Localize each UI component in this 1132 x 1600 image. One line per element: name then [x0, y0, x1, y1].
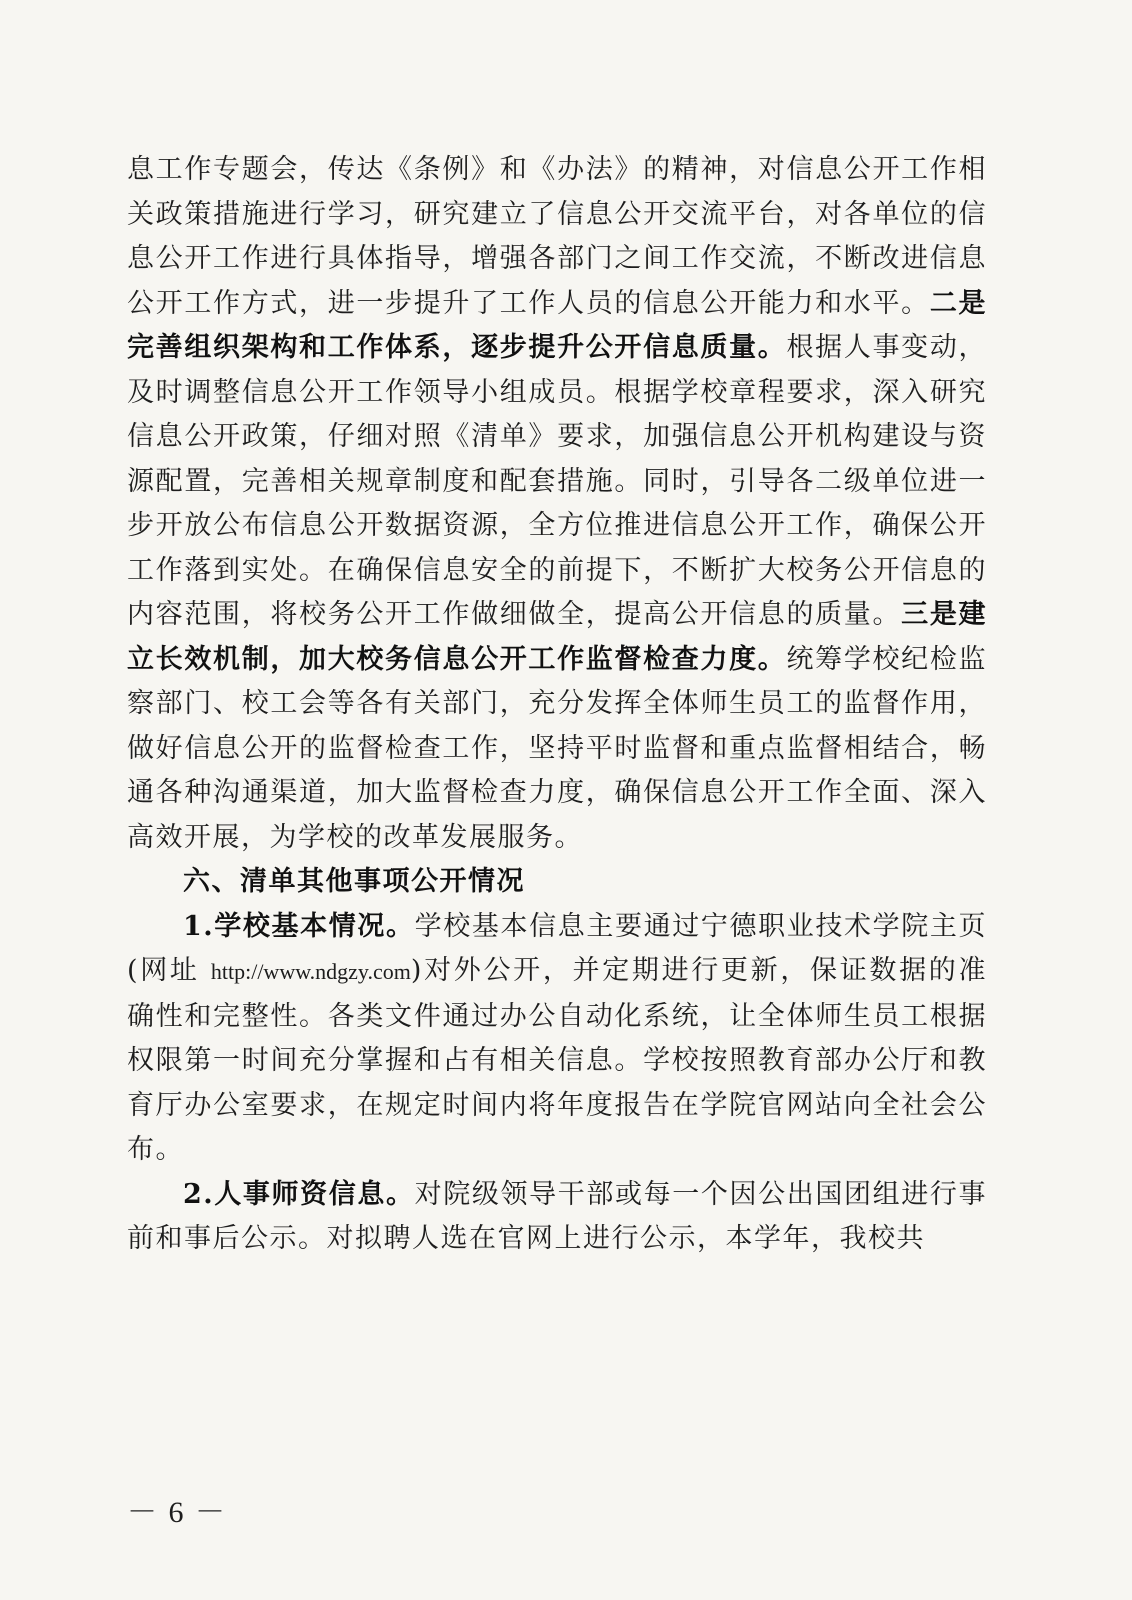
- paragraph-item-2: [127, 1173, 987, 1262]
- paragraph-text: 对院级领导干部或每一个因公出国团组进行事前和事后公示。对拟聘人选在官网上进行公示，本学年，我校共: [127, 1178, 988, 1254]
- website-url: http://www.ndgzy.com: [210, 959, 411, 984]
- paragraph-info-work: [127, 148, 987, 860]
- paragraph-bold-point-three: 三是建立长效机制，加大校务信息公开工作监督检查力度。: [127, 599, 988, 675]
- paragraph-text: )对外公开，并定期进行更新，保证数据的准确性和完整性。各类文件通过办公自动化系统，让全体师生员工根据权限第一时间充分掌握和占有相关信息。学校按照教育部办公厅和教育厅办公室要求，在规定时间内将年度报告在学院官网站向全社会公布。: [127, 955, 987, 1165]
- paragraph-item-1: [127, 905, 987, 1173]
- paragraph-text: 学校基本信息主要通过宁德职业技术学院主页(网址: [127, 910, 988, 986]
- document-body: [127, 148, 987, 1262]
- item-1-title: 1.学校基本情况。: [183, 910, 415, 942]
- paragraph-text: 息工作专题会，传达《条例》和《办法》的精神，对信息公开工作相关政策措施进行学习，研究建立了信息公开交流平台，对各单位的信息公开工作进行具体指导，增强各部门之间工作交流，不断改进信息公开工作方式，进一步提升了工作人员的信息公开能力和水平。: [127, 154, 987, 319]
- section-heading-six: 六、清单其他事项公开情况: [183, 866, 525, 897]
- paragraph-bold-point-two: 二是完善组织架构和工作体系，逐步提升公开信息质量。: [127, 287, 988, 363]
- paragraph-text: 统筹学校纪检监察部门、校工会等各有关部门，充分发挥全体师生员工的监督作用，做好信息公开的监督检查工作，坚持平时监督和重点监督相结合，畅通各种沟通渠道，加大监督检查力度，确保信息公开工作全面、深入高效开展，为学校的改革发展服务。: [127, 643, 988, 853]
- paragraph-text: 根据人事变动，及时调整信息公开工作领导小组成员。根据学校章程要求，深入研究信息公开政策，仔细对照《清单》要求，加强信息公开机构建设与资源配置，完善相关规章制度和配套措施。同时，引导各二级单位进一步开放公布信息公开数据资源，全方位推进信息公开工作，确保公开工作落到实处。在确保信息安全的前提下，不断扩大校务公开信息的内容范围，将校务公开工作做细做全，提高公开信息的质量。: [127, 332, 988, 630]
- item-2-title: 2.人事师资信息。: [183, 1178, 415, 1210]
- page-number: － 6 －: [127, 1496, 227, 1529]
